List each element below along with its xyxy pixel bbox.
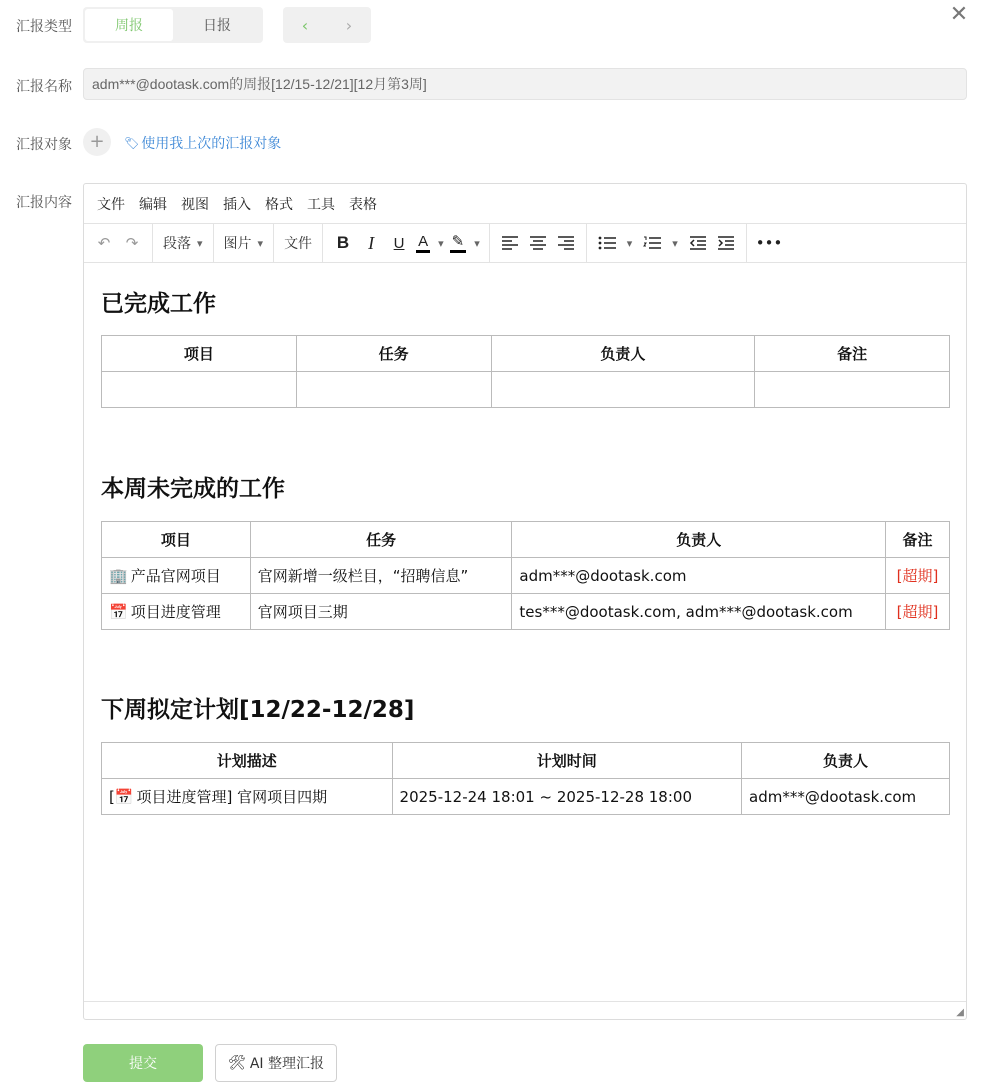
highlight-icon: ✎ — [450, 234, 467, 253]
table-cell[interactable] — [296, 372, 491, 408]
align-left-icon[interactable] — [496, 228, 524, 258]
chevron-down-icon[interactable]: ▾ — [672, 236, 678, 250]
bold-icon[interactable]: B — [336, 233, 350, 252]
next-period-button[interactable]: › — [345, 15, 353, 35]
project-name: 项目进度管理 — [130, 603, 221, 621]
submit-button[interactable]: 提交 — [83, 1044, 203, 1082]
report-type-switch — [83, 7, 263, 43]
done-header-project: 项目 — [102, 336, 297, 372]
calendar-icon: 📅 — [109, 603, 128, 621]
table-row — [102, 558, 950, 594]
outdent-icon[interactable] — [684, 228, 712, 258]
image-select[interactable] — [220, 233, 268, 253]
table-cell[interactable] — [102, 558, 251, 594]
table-cell[interactable]: tes***@dootask.com, adm***@dootask.com — [512, 594, 886, 630]
report-name-label: 汇报名称 — [16, 79, 72, 95]
editor-toolbar — [84, 223, 966, 263]
unfinished-header-note: 备注 — [886, 522, 950, 558]
ai-organize-button[interactable] — [215, 1044, 337, 1082]
close-icon[interactable]: ✕ — [949, 2, 969, 27]
building-icon: 🏢 — [109, 567, 128, 585]
table-cell[interactable] — [102, 779, 393, 815]
done-table — [101, 335, 950, 408]
align-center-icon[interactable] — [524, 228, 552, 258]
image-label: 图片 — [223, 236, 252, 252]
ai-organize-label: AI 整理汇报 — [249, 1056, 324, 1072]
done-header-note: 备注 — [755, 336, 950, 372]
plan-header-owner: 负责人 — [742, 743, 950, 779]
plan-table — [101, 742, 950, 815]
chevron-down-icon: ▾ — [257, 236, 264, 250]
italic-icon[interactable]: I — [368, 232, 375, 253]
chevron-down-icon: ▾ — [438, 236, 444, 250]
daily-tab[interactable]: 日报 — [203, 18, 231, 34]
highlight-button[interactable] — [447, 228, 483, 258]
menu-insert[interactable]: 插入 — [223, 196, 251, 213]
unfinished-section-title: 本周未完成的工作 — [101, 476, 285, 502]
text-color-button[interactable] — [413, 228, 447, 258]
report-name-field[interactable]: adm***@dootask.com的周报[12/15-12/21][12月第3周] — [83, 68, 967, 100]
undo-icon[interactable]: ↶ — [97, 234, 111, 252]
overdue-badge[interactable]: [超期] — [886, 558, 950, 594]
table-cell[interactable] — [491, 372, 755, 408]
overdue-badge[interactable]: [超期] — [886, 594, 950, 630]
align-right-icon[interactable] — [552, 228, 580, 258]
project-name: 产品官网项目 — [130, 567, 221, 585]
editor-statusbar — [84, 1001, 966, 1019]
plan-desc: 项目进度管理] 官网项目四期 — [136, 788, 328, 806]
table-cell[interactable]: adm***@dootask.com — [512, 558, 886, 594]
indent-icon[interactable] — [712, 228, 740, 258]
table-cell[interactable] — [102, 594, 251, 630]
report-type-label: 汇报类型 — [16, 19, 72, 35]
chevron-down-icon: ▾ — [474, 236, 480, 250]
plan-section-title: 下周拟定计划[12/22-12/28] — [101, 697, 415, 723]
calendar-icon: 📅 — [114, 788, 134, 806]
menu-tools[interactable]: 工具 — [307, 196, 335, 213]
file-label: 文件 — [284, 236, 313, 252]
unfinished-header-task: 任务 — [250, 522, 512, 558]
paragraph-label: 段落 — [163, 236, 191, 252]
file-button[interactable] — [280, 233, 316, 253]
unfinished-header-owner: 负责人 — [512, 522, 886, 558]
menu-format[interactable]: 格式 — [265, 196, 293, 213]
editor-content[interactable] — [84, 263, 966, 1001]
use-last-target-link[interactable] — [124, 133, 281, 153]
numbered-list-icon[interactable] — [638, 228, 666, 258]
text-color-icon: A — [416, 234, 430, 253]
report-content-label: 汇报内容 — [16, 195, 72, 211]
weekly-tab[interactable]: 周报 — [85, 9, 173, 41]
bracket-prefix: [ — [109, 788, 115, 806]
chevron-down-icon: ▾ — [197, 236, 203, 250]
table-row — [102, 372, 950, 408]
table-cell[interactable]: 2025-12-24 18:01 ~ 2025-12-28 18:00 — [392, 779, 741, 815]
paragraph-select[interactable] — [159, 233, 207, 253]
menu-edit[interactable]: 编辑 — [139, 196, 167, 213]
redo-icon[interactable]: ↷ — [125, 234, 139, 252]
table-cell[interactable]: 官网项目三期 — [250, 594, 512, 630]
plan-header-time: 计划时间 — [392, 743, 741, 779]
chevron-down-icon[interactable]: ▾ — [626, 236, 633, 250]
table-cell[interactable]: adm***@dootask.com — [742, 779, 950, 815]
more-icon[interactable]: ••• — [755, 234, 783, 252]
table-cell[interactable] — [755, 372, 950, 408]
table-row — [102, 779, 950, 815]
done-section-title: 已完成工作 — [101, 291, 216, 317]
underline-icon[interactable]: U — [393, 234, 405, 252]
report-target-label: 汇报对象 — [16, 137, 72, 153]
menu-table[interactable]: 表格 — [349, 196, 377, 213]
resize-handle-icon[interactable]: ◢ — [956, 1007, 964, 1018]
tag-icon: 🏷 — [124, 136, 140, 150]
plan-header-desc: 计划描述 — [102, 743, 393, 779]
period-pager — [283, 7, 371, 43]
hammer-icon: 🛠 — [228, 1055, 246, 1071]
editor-menubar — [84, 184, 966, 223]
use-last-target-label: 使用我上次的汇报对象 — [141, 136, 282, 152]
unfinished-header-project: 项目 — [102, 522, 251, 558]
table-cell[interactable]: 官网新增一级栏目，“招聘信息” — [250, 558, 512, 594]
rich-text-editor — [83, 183, 967, 1020]
add-target-button[interactable]: + — [83, 128, 111, 156]
done-header-task: 任务 — [296, 336, 491, 372]
prev-period-button[interactable]: ‹ — [301, 15, 309, 35]
menu-file[interactable]: 文件 — [97, 196, 125, 213]
bullet-list-icon[interactable] — [593, 228, 621, 258]
menu-view[interactable]: 视图 — [181, 196, 209, 213]
unfinished-table — [101, 521, 950, 630]
done-header-owner: 负责人 — [491, 336, 755, 372]
table-row — [102, 594, 950, 630]
table-cell[interactable] — [102, 372, 297, 408]
